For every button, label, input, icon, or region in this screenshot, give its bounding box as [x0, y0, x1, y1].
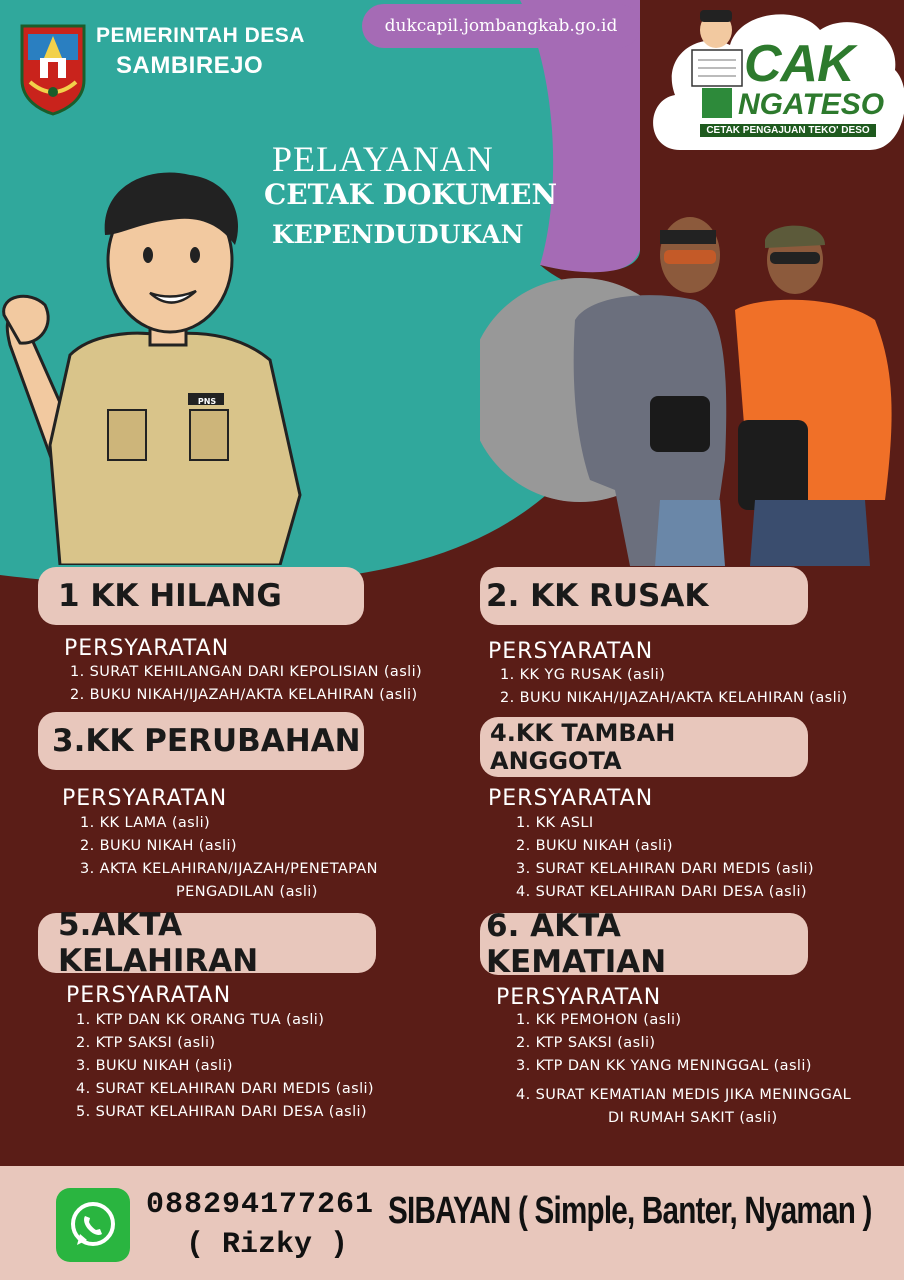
requirements-list-kk-rusak — [500, 667, 848, 713]
requirements-list-kk-perubahan — [80, 815, 378, 907]
list-item: 2. BUKU NIKAH (asli) — [516, 838, 673, 854]
list-item: DI RUMAH SAKIT (asli) — [608, 1110, 778, 1126]
contact-name: ( Rizky ) — [186, 1228, 349, 1262]
emblem-icon — [18, 22, 88, 116]
section-card-kk-rusak — [480, 567, 808, 625]
list-item: 3. KTP DAN KK YANG MENINGGAL (asli) — [516, 1058, 812, 1074]
section-heading-akta-kelahiran: 5.AKTA KELAHIRAN — [58, 907, 259, 979]
logo-tagline: CETAK PENGAJUAN TEKO' DESO — [700, 124, 876, 137]
title-line-3: KEPENDUDUKAN — [272, 220, 524, 249]
requirements-list-kk-tambah-anggota — [516, 815, 814, 907]
list-item: 1. KK LAMA (asli) — [80, 815, 211, 831]
list-item: 2. KTP SAKSI (asli) — [516, 1035, 656, 1051]
section-heading-kk-hilang: 1 KK HILANG — [58, 578, 282, 614]
list-item: 4. SURAT KELAHIRAN DARI DESA (asli) — [516, 884, 807, 900]
list-item: PENGADILAN (asli) — [176, 884, 318, 900]
section-card-kk-tambah-anggota — [480, 717, 808, 777]
list-item: 1. KK YG RUSAK (asli) — [500, 667, 666, 683]
requirements-label-akta-kelahiran: PERSYARATAN — [66, 983, 232, 1008]
list-item: 4. SURAT KEMATIAN MEDIS JIKA MENINGGAL — [516, 1087, 852, 1103]
requirements-list-kk-hilang — [70, 664, 422, 710]
list-item: 1. KTP DAN KK ORANG TUA (asli) — [76, 1012, 325, 1028]
requirements-list-akta-kematian — [516, 1012, 851, 1133]
officers-photo — [480, 200, 904, 566]
requirements-label-akta-kematian: PERSYARATAN — [496, 985, 662, 1010]
list-item: 1. KK PEMOHON (asli) — [516, 1012, 682, 1028]
section-heading-akta-kematian: 6. AKTA KEMATIAN — [486, 908, 667, 980]
list-item: 1. SURAT KEHILANGAN DARI KEPOLISIAN (asli) — [70, 664, 423, 680]
list-item: 3. AKTA KELAHIRAN/IJAZAH/PENETAPAN — [80, 861, 378, 877]
list-item: 2. BUKU NIKAH (asli) — [80, 838, 237, 854]
village-name: SAMBIREJO — [116, 52, 264, 79]
cak-logo-text: CAK — [744, 35, 854, 93]
list-item: 3. SURAT KELAHIRAN DARI MEDIS (asli) — [516, 861, 814, 877]
title-line-2: CETAK DOKUMEN — [264, 178, 558, 211]
section-card-akta-kematian — [480, 908, 808, 980]
list-item: 3. BUKU NIKAH (asli) — [76, 1058, 233, 1074]
list-item: 4. SURAT KELAHIRAN DARI MEDIS (asli) — [76, 1081, 374, 1097]
requirements-label-kk-hilang: PERSYARATAN — [64, 636, 230, 661]
whatsapp-icon[interactable] — [56, 1188, 130, 1262]
requirements-label-kk-tambah-anggota: PERSYARATAN — [488, 786, 654, 811]
phone-number[interactable]: 088294177261 — [146, 1188, 375, 1222]
list-item: 5. SURAT KELAHIRAN DARI DESA (asli) — [76, 1104, 367, 1120]
civil-servant-illustration — [0, 165, 310, 565]
organization-name: PEMERINTAH DESA — [96, 24, 305, 47]
requirements-label-kk-rusak: PERSYARATAN — [488, 639, 654, 664]
website-url[interactable]: dukcapil.jombangkab.go.id — [362, 4, 640, 48]
ngateso-logo-text: NGATESO — [738, 88, 885, 121]
list-item: 2. BUKU NIKAH/IJAZAH/AKTA KELAHIRAN (asli) — [500, 690, 848, 706]
list-item: 1. KK ASLI — [516, 815, 594, 831]
section-card-kk-hilang — [38, 567, 364, 625]
section-heading-kk-rusak: 2. KK RUSAK — [486, 578, 709, 614]
pns-badge: PNS — [197, 397, 217, 406]
list-item: 2. KTP SAKSI (asli) — [76, 1035, 216, 1051]
section-card-kk-perubahan — [38, 712, 364, 770]
section-heading-kk-tambah-anggota: 4.KK TAMBAH ANGGOTA — [490, 719, 676, 775]
title-line-1: PELAYANAN — [272, 139, 494, 179]
slogan: SIBAYAN ( Simple, Banter, Nyaman ) — [388, 1190, 872, 1232]
section-card-akta-kelahiran — [38, 907, 376, 979]
list-item: 2. BUKU NIKAH/IJAZAH/AKTA KELAHIRAN (asli) — [70, 687, 418, 703]
requirements-label-kk-perubahan: PERSYARATAN — [62, 786, 228, 811]
section-heading-kk-perubahan: 3.KK PERUBAHAN — [52, 723, 361, 759]
requirements-list-akta-kelahiran — [76, 1012, 374, 1127]
